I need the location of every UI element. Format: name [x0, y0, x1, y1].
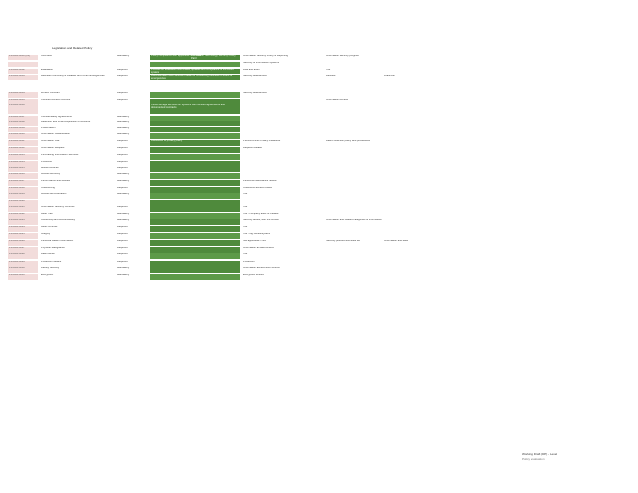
row-note-3-cell: [431, 274, 491, 280]
row-note-3-cell: [431, 193, 491, 199]
row-control-cell: [190, 69, 240, 74]
row-id-cell: P04-RB-0010: [8, 133, 38, 139]
row-note-2-cell: [383, 147, 431, 153]
row-requirement-cell: Documentation with sufficient detail for conducting business in event of emergencies: [150, 75, 240, 80]
row-implementation-cell: Protection: [243, 261, 255, 263]
row-id-highlight: [8, 173, 38, 179]
row-id-cell: P04-RB-0024: [8, 226, 38, 232]
row-control-cell: [190, 147, 240, 153]
row-id-cell: P04-RB-0013: [8, 154, 38, 160]
row-note-1-cell: [325, 233, 383, 239]
row-status-cell: Mandatory: [117, 267, 130, 269]
row-implementation-cell: [242, 154, 322, 160]
row-control-cell: [190, 133, 240, 139]
row-implementation-cell: [242, 133, 322, 139]
column-header-legislation: Legislation and Related Policy: [52, 46, 93, 50]
row-note-3-cell: [431, 69, 491, 74]
row-name-cell: [40, 62, 112, 67]
row-id-cell: P04-RB-0014: [8, 161, 38, 167]
row-note-2-cell: Draft/WIP: [384, 75, 396, 77]
row-id-cell: P04-RB-0008: [8, 121, 38, 126]
row-id-highlight: [8, 219, 38, 225]
row-implementation-cell: Yes - company audit is created: [243, 213, 279, 215]
row-status-cell: Required: [117, 240, 128, 242]
row-id-cell: P04-RB-0019: [8, 193, 38, 199]
row-status-cell: Required: [117, 206, 128, 208]
row-status-cell: Mandatory: [117, 213, 130, 215]
row-control-cell: [190, 127, 240, 132]
row-status-cell: Required: [117, 226, 128, 228]
row-id-highlight: [8, 206, 38, 212]
row-note-1-cell: [325, 180, 383, 186]
row-name-cell: Business Continuity & Disaster and Other Emergencies: [41, 75, 105, 77]
row-status-cell: Required: [117, 147, 128, 149]
row-implementation-cell: [242, 173, 322, 179]
row-implementation-cell: [242, 167, 322, 172]
row-note-3-cell: [431, 173, 491, 179]
row-requirement-cell: Cloud storage services on systems with verified agreements and documented contracts: [150, 104, 240, 114]
row-id-highlight: [8, 104, 38, 114]
row-id-cell: P04-RB-0015: [8, 167, 38, 172]
row-control-cell: [190, 180, 240, 186]
row-control-cell: [190, 154, 240, 160]
row-note-2-cell: [383, 167, 431, 172]
row-status-cell: Required: [117, 92, 128, 94]
row-name-cell: Personal Health Information: [41, 240, 74, 242]
row-note-1-cell: [325, 226, 383, 232]
row-name-cell: Mobile Devices: [41, 167, 59, 169]
row-note-2-cell: [383, 154, 431, 160]
row-status-cell: Mandatory: [117, 121, 130, 123]
row-id-cell: P04-RB-0006: [8, 104, 38, 114]
row-note-3-cell: [431, 240, 491, 246]
row-note-1-cell: Security policies and audit list: [326, 240, 361, 242]
row-note-3-cell: [431, 104, 491, 114]
row-id-cell: P04-RB-0003: [8, 75, 38, 80]
row-status-cell: Required: [117, 75, 128, 77]
row-id-cell: P04-RB-0017: [8, 180, 38, 186]
row-id-cell: P04-RB-0023: [8, 219, 38, 225]
row-note-1-cell: [325, 147, 383, 153]
row-note-1-cell: [325, 173, 383, 179]
row-id-highlight: [8, 140, 38, 146]
row-name-cell: Data Center: [41, 253, 55, 255]
row-name-cell: Physical Safeguards: [41, 247, 65, 249]
row-note-1-cell: Yes: [326, 69, 331, 71]
row-name-cell: Ownership and Accountability: [41, 219, 76, 221]
row-id-highlight: [8, 267, 38, 273]
row-status-cell: [116, 104, 139, 114]
row-note-1-cell: [325, 121, 383, 126]
row-note-1-cell: [325, 193, 383, 199]
row-implementation-cell: Security assessment: [243, 92, 267, 94]
row-id-cell: P04-RB-0029: [8, 261, 38, 267]
row-status-cell: [116, 62, 139, 67]
row-id-cell: P04-RB-0005: [8, 99, 38, 104]
row-note-1-cell: [325, 206, 383, 212]
row-control-cell: [190, 121, 240, 126]
row-status-cell: Mandatory: [117, 55, 130, 57]
row-id-cell: P04-RB-0027: [8, 247, 38, 253]
row-note-1-cell: [325, 267, 383, 273]
row-note-3-cell: [431, 147, 491, 153]
row-requirement-cell: Process for evaluation and review, updates and compliance of the entire system: [150, 69, 240, 74]
row-status-cell: Mandatory: [117, 274, 130, 276]
row-note-1-cell: [325, 127, 383, 132]
row-id-cell: P04-RB-0004: [8, 92, 38, 98]
row-name-cell: [40, 104, 112, 114]
row-status-cell: Mandatory: [117, 173, 130, 175]
row-control-cell: [190, 193, 240, 199]
row-name-cell: Encryption: [41, 274, 54, 276]
row-name-cell: Information Security Controls: [41, 206, 75, 208]
row-note-1-cell: [325, 133, 383, 139]
row-note-2-cell: [383, 274, 431, 280]
row-note-2-cell: [383, 173, 431, 179]
row-requirement-cell: Disclosure of privacy policy: [150, 140, 240, 146]
row-name-cell: Evaluation: [41, 69, 54, 71]
row-control-cell: [190, 62, 240, 67]
row-control-cell: [190, 75, 240, 80]
row-control-cell: [190, 274, 240, 280]
row-name-cell: Confidentiality Agreements: [41, 116, 72, 118]
row-implementation-cell: Not applicable / N/A: [243, 240, 266, 242]
row-implementation-cell: Encryption ensure: [243, 274, 264, 276]
row-note-3-cell: [431, 253, 491, 259]
row-name-cell: Information Classification: [41, 133, 70, 135]
row-control-cell: [190, 219, 240, 225]
row-name-cell: Protocols: [41, 161, 52, 163]
row-note-3-cell: [431, 180, 491, 186]
row-id-highlight: [8, 180, 38, 186]
row-control-cell: [190, 233, 240, 239]
row-implementation-cell: Information at data centers: [243, 247, 274, 249]
row-id-cell: P04-RB-0002: [8, 69, 38, 74]
row-note-2-cell: [383, 226, 431, 232]
row-implementation-cell: Outsource access review: [243, 187, 272, 189]
row-id-cell: P04-RB-0025: [8, 233, 38, 239]
footer-line-2: Policy evaluation: [522, 457, 545, 461]
row-id-cell: P04-RB-0031: [8, 274, 38, 280]
row-name-cell: Written Contract: [41, 92, 60, 94]
row-id-cell: P04-RB-0018: [8, 187, 38, 193]
row-control-cell: [190, 240, 240, 246]
row-status-cell: Mandatory: [117, 193, 130, 195]
row-status-cell: Required: [117, 154, 128, 156]
row-name-cell: Outsourcing: [41, 187, 55, 189]
row-id-highlight: [8, 133, 38, 139]
row-status-cell: Mandatory: [117, 219, 130, 221]
row-status-cell: Required: [117, 187, 128, 189]
row-note-1-cell: [325, 154, 383, 160]
row-id-cell: P04-RB-0028: [8, 253, 38, 259]
row-id-highlight: [8, 274, 38, 280]
row-id-highlight: [8, 62, 38, 67]
row-name-cell: Audit Controls: [41, 226, 58, 228]
row-note-3-cell: [431, 55, 491, 60]
row-note-3-cell: [431, 226, 491, 232]
row-status-cell: Required: [117, 99, 128, 101]
row-note-2-cell: [383, 140, 431, 146]
row-status-cell: Mandatory: [117, 116, 130, 118]
row-id-cell: P04-RB-0009: [8, 127, 38, 132]
row-name-cell: Purchasing Information Services: [41, 154, 79, 156]
row-note-1-cell: Information security program: [326, 55, 360, 57]
row-note-2-cell: [383, 69, 431, 74]
row-id-cell: P04-RB-0016: [8, 173, 38, 179]
row-name-cell: Retention and Final Disposition of Records: [41, 121, 91, 123]
row-note-2-cell: [383, 267, 431, 273]
row-control-cell: [190, 226, 240, 232]
row-implementation-cell: [242, 104, 322, 114]
row-id-highlight: [8, 226, 38, 232]
row-status-cell: Required: [117, 261, 128, 263]
row-status-cell: Required: [117, 247, 128, 249]
row-name-cell: Contract Access Controls: [41, 99, 71, 101]
row-implementation-cell: Yes: [243, 193, 248, 195]
row-note-3-cell: [431, 133, 491, 139]
row-note-3-cell: [431, 219, 491, 225]
row-note-3-cell: [431, 75, 491, 80]
row-status-cell: Required: [117, 167, 128, 169]
row-id-highlight: [8, 233, 38, 239]
row-note-2-cell: [383, 233, 431, 239]
row-implementation-cell: Yes: [243, 253, 248, 255]
row-note-3-cell: [431, 127, 491, 132]
row-note-3-cell: [431, 167, 491, 172]
row-note-2-cell: [383, 55, 431, 60]
row-note-3-cell: [431, 92, 491, 98]
row-id-cell: P04-RB-0001 (01): [8, 55, 38, 60]
row-id-highlight: [8, 127, 38, 132]
row-name-cell: Information Request: [41, 147, 65, 149]
row-status-cell: Mandatory: [117, 133, 130, 135]
row-id-cell: P04-RB-0026: [8, 240, 38, 246]
row-id-cell: P04-RB-0020: [8, 200, 38, 206]
row-note-2-cell: [383, 219, 431, 225]
row-implementation-cell: Security of information systems: [243, 62, 280, 64]
row-note-1-cell: [325, 167, 383, 172]
row-id-highlight: [8, 92, 38, 98]
row-control-cell: Information Technology Security Policy, Part I: [191, 55, 237, 60]
row-control-cell: [190, 206, 240, 212]
row-id-highlight: [8, 147, 38, 153]
row-status-cell: Required: [117, 140, 128, 142]
row-note-2-cell: [383, 62, 431, 67]
row-note-1-cell: [325, 253, 383, 259]
row-id-highlight: [8, 193, 38, 199]
row-note-2-cell: Information and data: [384, 240, 408, 242]
row-control-cell: [190, 173, 240, 179]
row-note-2-cell: [383, 133, 431, 139]
row-note-1-cell: [325, 92, 383, 98]
row-control-cell: [190, 92, 240, 98]
row-status-cell: Required: [117, 253, 128, 255]
row-implementation-cell: [242, 127, 322, 132]
row-id-cell: P04-RB-0012: [8, 147, 38, 153]
row-name-cell: Access Authority: [41, 173, 61, 175]
row-name-cell: Overview: [41, 55, 52, 57]
row-id-highlight: [8, 154, 38, 160]
row-control-cell: [190, 167, 240, 172]
row-note-3-cell: [431, 62, 491, 67]
row-note-2-cell: [383, 253, 431, 259]
row-status-cell: Required: [117, 69, 128, 71]
row-note-3-cell: [431, 267, 491, 273]
row-implementation-cell: Yes - log review/system: [243, 233, 271, 235]
row-implementation-cell: Personnel attendance review: [243, 180, 277, 182]
row-note-3-cell: [431, 206, 491, 212]
row-implementation-cell: [242, 121, 322, 126]
row-note-2-cell: [383, 121, 431, 126]
row-note-3-cell: [431, 140, 491, 146]
row-implementation-cell: Request release: [243, 147, 262, 149]
row-note-1-cell: [325, 274, 383, 280]
row-name-cell: Access Administration: [41, 193, 67, 195]
row-note-1-cell: [325, 104, 383, 114]
row-name-cell: Integrity: [41, 233, 51, 235]
row-note-2-cell: [383, 206, 431, 212]
row-implementation-cell: Yes: [243, 226, 248, 228]
row-note-2-cell: [383, 193, 431, 199]
row-implementation-cell: PIA/DPIA and Privacy measures: [243, 140, 281, 142]
row-implementation-cell: Yes: [243, 206, 248, 208]
row-note-1-cell: Revised: [326, 75, 336, 77]
row-note-3-cell: [431, 233, 491, 239]
row-note-2-cell: [383, 180, 431, 186]
row-name-cell: Information Use: [41, 140, 60, 142]
row-status-cell: Mandatory: [117, 127, 130, 129]
row-id-highlight: [8, 121, 38, 126]
row-note-3-cell: [431, 121, 491, 126]
row-control-cell: [190, 104, 240, 114]
footer-line-1: Working Draft (DP) - Level: [522, 452, 558, 456]
row-note-1-cell: [325, 62, 383, 67]
row-id-highlight: [8, 69, 38, 74]
row-id-highlight: [8, 240, 38, 246]
row-implementation-cell: Security audits, with the vendor: [243, 219, 280, 221]
row-id-highlight: [8, 167, 38, 172]
row-note-1-cell: Data Protection policy and procedures: [326, 140, 370, 142]
row-id-cell: P04-RB-0022: [8, 213, 38, 219]
row-control-cell: [190, 253, 240, 259]
row-implementation-cell: Information Security Policy & Reporting: [243, 55, 289, 57]
row-id-cell: P04-RB-0030: [8, 267, 38, 273]
row-name-cell: Facility Security: [41, 267, 60, 269]
row-id-cell: P04-RB-0011: [8, 140, 38, 146]
row-note-2-cell: [383, 92, 431, 98]
row-note-1-cell: Information and related categories of information: [326, 219, 382, 221]
row-id-highlight: [8, 75, 38, 80]
row-name-cell: Audit Trail: [41, 213, 53, 215]
row-name-cell: Preservation: [41, 127, 56, 129]
row-id-highlight: [8, 55, 38, 60]
row-requirement-cell: Policy compliance with applicable U.S. laws: [150, 55, 240, 60]
row-id-cell: P04-RB-0007: [8, 116, 38, 121]
row-id-cell: P04-RB-0021: [8, 206, 38, 212]
row-implementation-cell: Information access and controls: [243, 267, 280, 269]
row-status-cell: Mandatory: [117, 180, 130, 182]
row-status-cell: Required: [117, 161, 128, 163]
row-note-3-cell: [431, 154, 491, 160]
row-implementation-cell: Risk and audit: [243, 69, 260, 71]
row-control-cell: [190, 140, 240, 146]
row-name-cell: Performance and Review: [41, 180, 71, 182]
row-status-cell: Required: [117, 233, 128, 235]
row-control-cell: [190, 267, 240, 273]
row-note-2-cell: [383, 127, 431, 132]
row-note-1-cell: Information Access: [326, 99, 348, 101]
row-note-2-cell: [383, 104, 431, 114]
row-name-cell: Protection Means: [41, 261, 62, 263]
row-id-highlight: [8, 253, 38, 259]
row-implementation-cell: Security assessment: [243, 75, 267, 77]
